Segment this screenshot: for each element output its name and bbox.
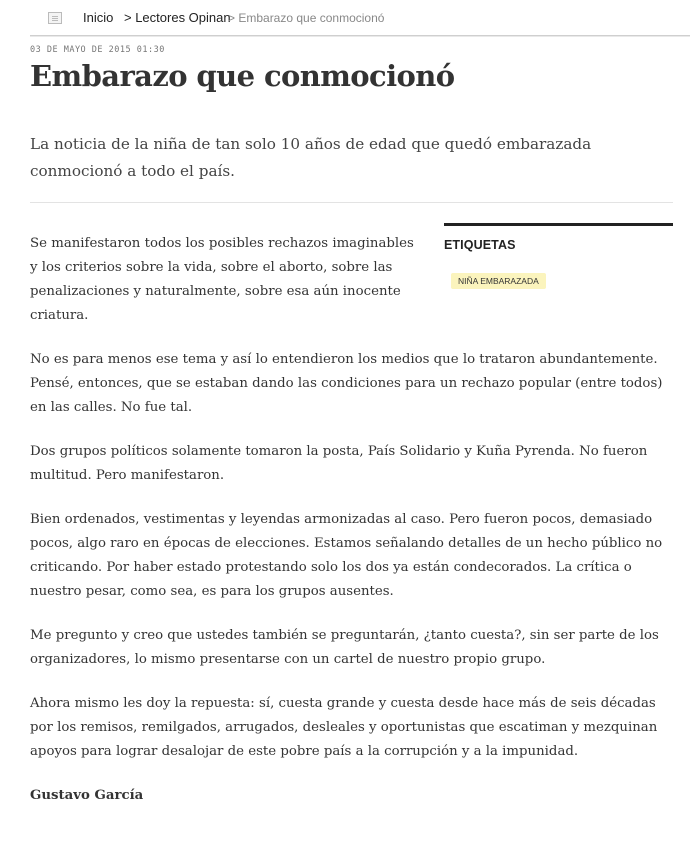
article-icon — [48, 12, 62, 24]
article-paragraph: Me pregunto y creo que ustedes también se preguntarán, ¿tanto cuesta?, sin ser parte de los organizadores, lo mismo presentarse con un cartel de nuestro propio grupo. — [30, 628, 659, 667]
breadcrumb-home-link[interactable]: Inicio — [83, 10, 114, 25]
breadcrumb-current: > Embarazo que conmocionó — [228, 11, 385, 25]
tag-link[interactable]: NIÑA EMBARAZADA — [451, 273, 546, 289]
article-paragraph: Dos grupos políticos solamente tomaron la posta, País Solidario y Kuña Pyrenda. No fueron multitud. Pero manifestaron. — [30, 444, 648, 483]
tags-heading: ETIQUETAS — [444, 238, 516, 252]
top-divider — [30, 35, 690, 37]
article-paragraph: No es para menos ese tema y así lo entendieron los medios que lo trataron abundantemente. Pensé, entonces, que se estaban dando las condiciones para un rechazo popular (entre todos) en las calles. No fue tal. — [30, 352, 663, 415]
article-paragraph: Se manifestaron todos los posibles rechazos imaginables y los criterios sobre la vida, sobre el aborto, sobre las penalizaciones y naturalmente, sobre esa aún inocente criatura. — [30, 236, 414, 323]
lead-divider — [30, 202, 673, 203]
article-date: 03 DE MAYO DE 2015 01:30 — [30, 45, 165, 55]
article-paragraph: Ahora mismo les doy la repuesta: sí, cuesta grande y cuesta desde hace más de seis décadas por los remisos, remilgados, arrugados, desleales y oportunistas que escatiman y mezquinan apoyos para lograr desalojar de este pobre país a la corrupción y a la impunidad. — [30, 696, 658, 759]
breadcrumb — [0, 0, 690, 34]
article-lead: La noticia de la niña de tan solo 10 años de edad que quedó embarazada conmocionó a todo el país. — [30, 135, 592, 180]
article-author: Gustavo García — [30, 788, 144, 803]
breadcrumb-section-link[interactable]: > Lectores Opinan — [124, 10, 231, 25]
article-paragraph: Bien ordenados, vestimentas y leyendas armonizadas al caso. Pero fueron pocos, demasiado pocos, algo raro en épocas de elecciones. Estamos señalando detalles de un hecho público no criticando. Por haber estado protestando solo los dos ya están condecorados. La crítica o nuestro pesar, como sea, es para los grupos ausentes. — [30, 512, 663, 599]
article-title: Embarazo que conmocionó — [30, 59, 455, 93]
article-body — [30, 232, 675, 828]
